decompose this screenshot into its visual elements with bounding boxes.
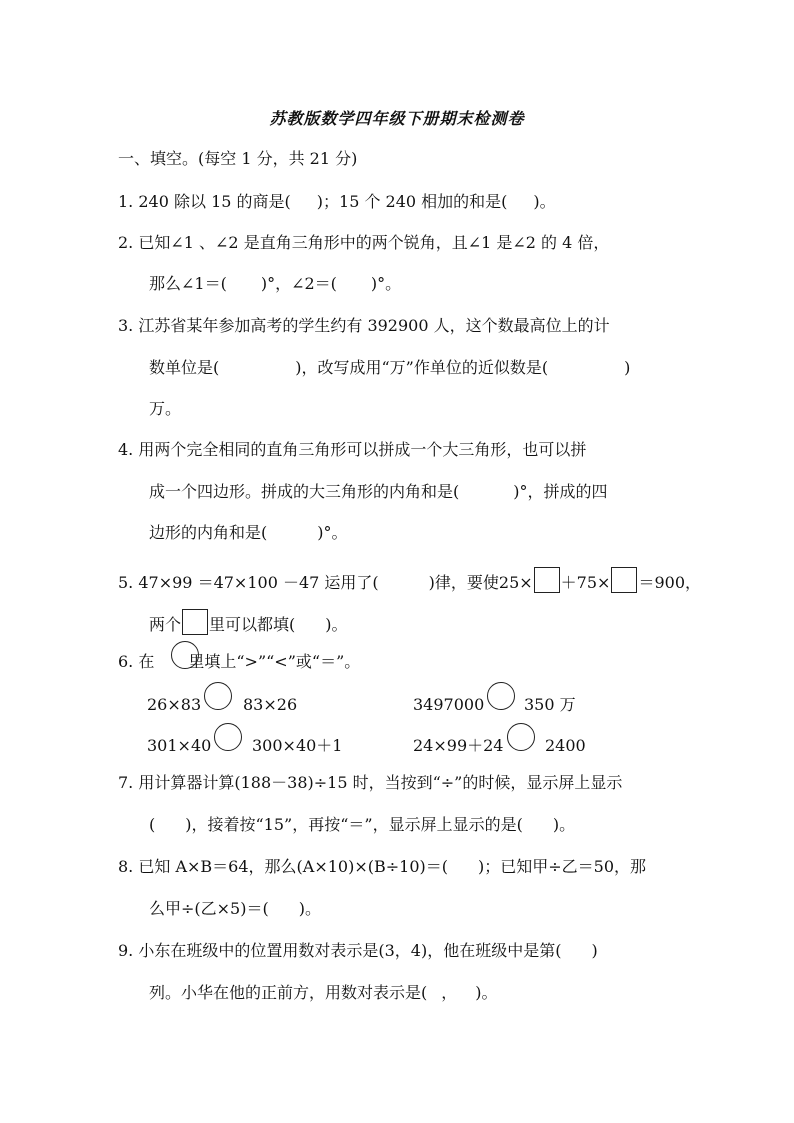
question-9-line-1: 9. 小东在班级中的位置用数对表示是(3，4)，他在班级中是第( ) xyxy=(118,941,598,960)
question-2-line-2: 那么∠1＝( )°，∠2＝( )°。 xyxy=(149,274,402,293)
question-5-line-1: 5. 47×99 ＝47×100 －47 运用了( )律，要使25× ＋75× ＝900， xyxy=(118,567,701,594)
compare-right-3: 300×40＋1 xyxy=(252,736,343,755)
compare-left-4: 24×99＋24 xyxy=(413,736,504,755)
question-3-line-1: 3. 江苏省某年参加高考的学生约有 392900 人，这个数最高位上的计 xyxy=(118,316,610,335)
compare-left-2: 3497000 xyxy=(413,695,485,714)
question-4-line-3: 边形的内角和是( )°。 xyxy=(149,523,348,542)
compare-circle[interactable] xyxy=(204,682,232,710)
question-2-line-1: 2. 已知∠1 、∠2 是直角三角形中的两个锐角，且∠1 是∠2 的 4 倍， xyxy=(118,233,610,252)
section-heading: 一、填空。(每空 1 分，共 21 分) xyxy=(118,149,358,168)
compare-right-4: 2400 xyxy=(545,736,586,755)
answer-box[interactable] xyxy=(534,567,560,593)
question-5-line-2: 两个 里可以都填( )。 xyxy=(149,609,348,636)
compare-circle[interactable] xyxy=(487,682,515,710)
question-3-line-2: 数单位是( )，改写成用“万”作单位的近似数是( ) xyxy=(149,358,631,377)
compare-left-1: 26×83 xyxy=(147,695,202,714)
answer-box[interactable] xyxy=(611,567,637,593)
compare-right-1: 83×26 xyxy=(243,695,298,714)
question-3-line-3: 万。 xyxy=(149,399,182,418)
question-6-heading: 6. 在 里填上“>”“<”或“＝”。 xyxy=(118,652,361,671)
question-7-line-2: ( )，接着按“15”，再按“＝”，显示屏上显示的是( )。 xyxy=(149,815,576,834)
box-symbol xyxy=(182,609,208,635)
question-4-line-1: 4. 用两个完全相同的直角三角形可以拼成一个大三角形，也可以拼 xyxy=(118,440,587,459)
question-4-line-2: 成一个四边形。拼成的大三角形的内角和是( )°，拼成的四 xyxy=(149,482,608,501)
page-title: 苏教版数学四年级下册期末检测卷 xyxy=(269,109,525,128)
compare-circle[interactable] xyxy=(507,723,535,751)
compare-right-2: 350 万 xyxy=(524,695,576,714)
question-8-line-1: 8. 已知 A×B＝64，那么(A×10)×(B÷10)＝( )；已知甲÷乙＝50，那 xyxy=(118,857,646,876)
question-9-line-2: 列。小华在他的正前方，用数对表示是( ， )。 xyxy=(149,983,498,1002)
question-8-line-2: 么甲÷(乙×5)＝( )。 xyxy=(149,899,321,918)
circle-symbol xyxy=(171,641,199,669)
compare-circle[interactable] xyxy=(214,723,242,751)
compare-left-3: 301×40 xyxy=(147,736,212,755)
question-1: 1. 240 除以 15 的商是( )；15 个 240 相加的和是( )。 xyxy=(118,192,556,211)
question-7-line-1: 7. 用计算器计算(188－38)÷15 时，当按到“÷”的时候，显示屏上显示 xyxy=(118,773,623,792)
